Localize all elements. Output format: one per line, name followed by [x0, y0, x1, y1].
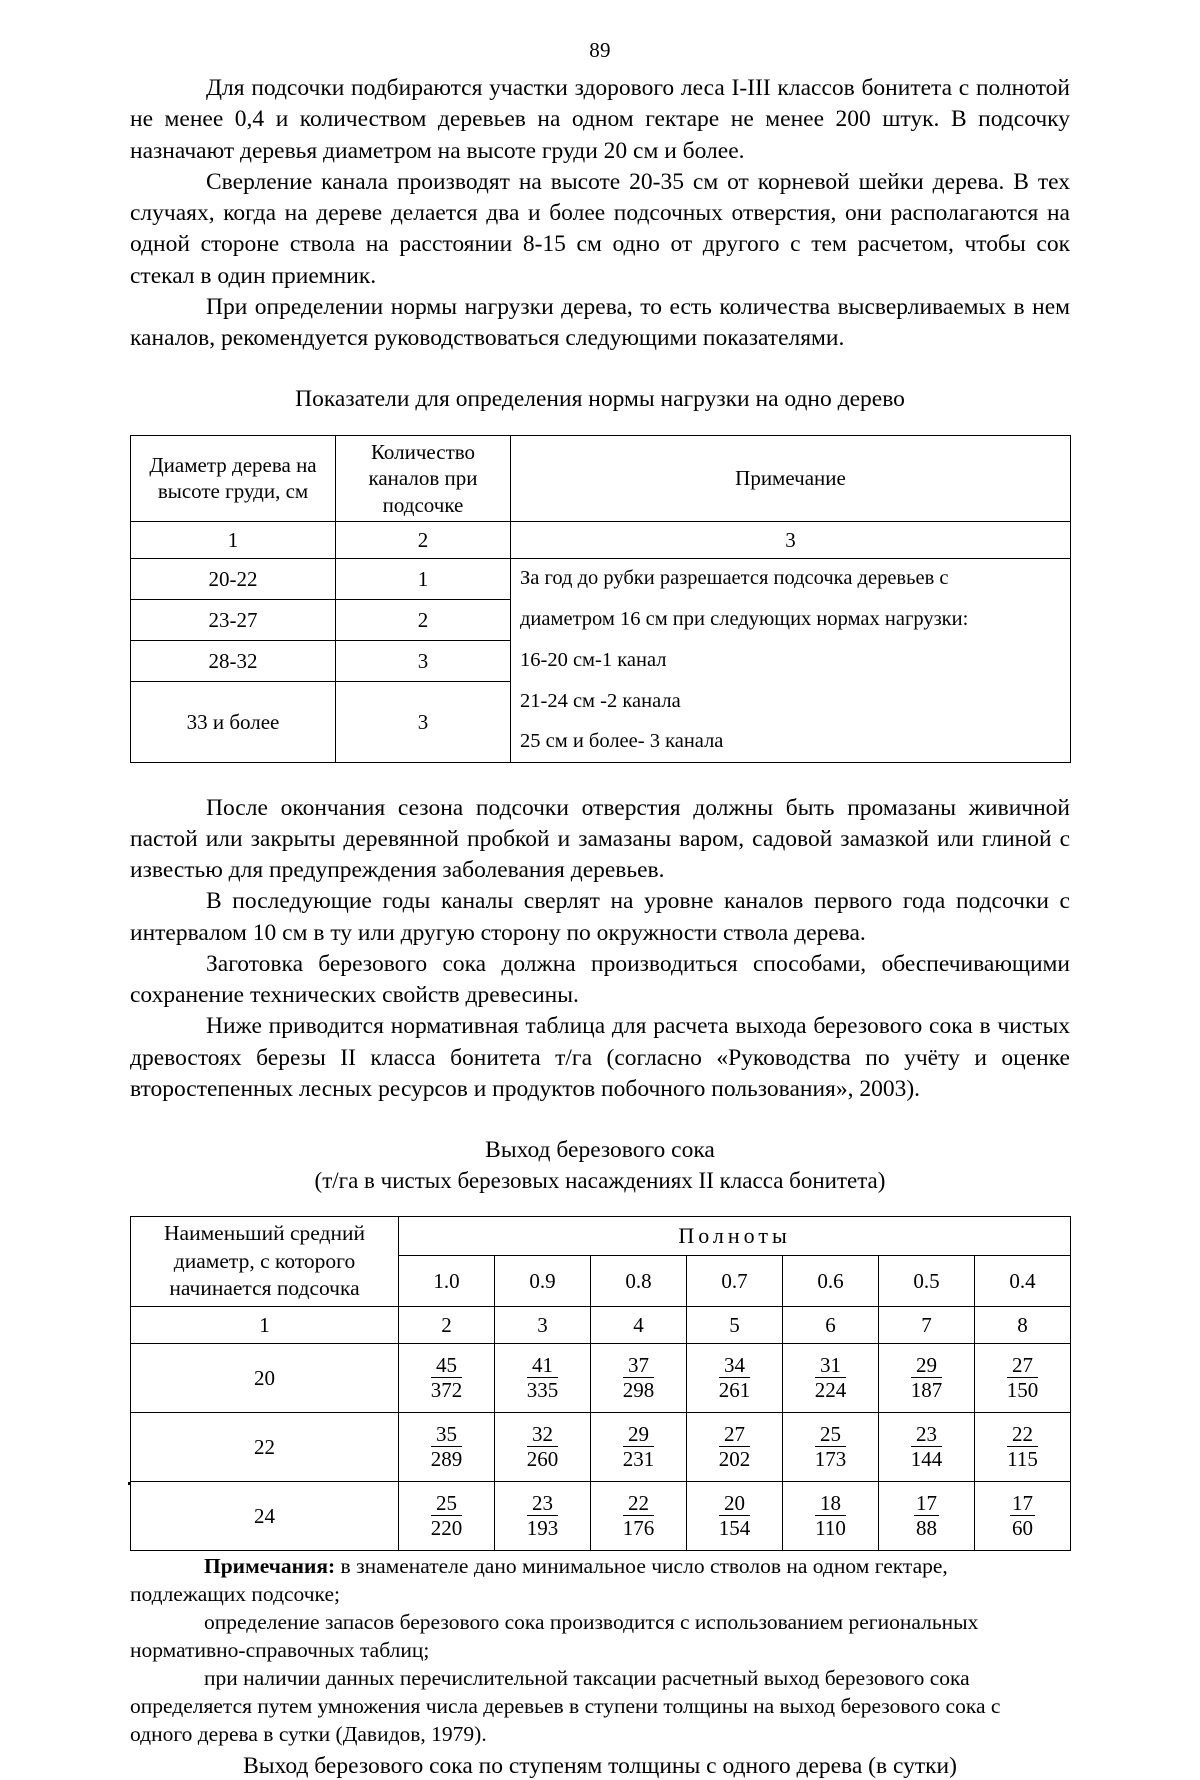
table-row — [131, 1413, 1071, 1482]
fraction — [719, 1492, 751, 1540]
table-row — [131, 682, 1071, 722]
cell-yield — [783, 1482, 879, 1551]
cell-yield — [687, 1344, 783, 1413]
header-note: Примечание — [511, 435, 1071, 521]
note-paragraph-3: при наличии данных перечислительной таксации расчетный выход березового сока — [204, 1666, 970, 1691]
table-notes — [130, 1553, 1070, 1749]
numerator: 23 — [527, 1492, 559, 1516]
denominator: 220 — [430, 1515, 463, 1540]
denominator: 154 — [718, 1515, 751, 1540]
denominator: 372 — [430, 1377, 463, 1402]
denominator: 144 — [910, 1446, 943, 1471]
numerator: 32 — [527, 1423, 559, 1447]
numerator: 29 — [911, 1354, 943, 1378]
fraction — [1007, 1354, 1039, 1402]
cell-yield — [975, 1482, 1071, 1551]
table-row — [131, 1344, 1071, 1413]
denominator: 187 — [910, 1377, 943, 1402]
note-paragraph-1b: подлежащих подсочке; — [130, 1582, 340, 1607]
numerator: 29 — [623, 1423, 655, 1447]
colnum-8: 8 — [975, 1307, 1071, 1344]
table-row — [131, 559, 1071, 600]
fraction — [719, 1423, 751, 1471]
fraction — [911, 1354, 943, 1402]
cell-yield — [399, 1413, 495, 1482]
spacer — [130, 1105, 1070, 1135]
paragraph-3: При определении нормы нагрузки дерева, то есть количества высверливаемых в нем каналов, рекомендуется руководствоваться следующими показателями. — [130, 293, 1070, 351]
fraction — [623, 1354, 655, 1402]
table-row — [131, 600, 1071, 641]
numerator: 25 — [431, 1492, 463, 1516]
cell-diameter: 22 — [131, 1413, 399, 1482]
cell-yield — [879, 1344, 975, 1413]
cell-yield — [495, 1482, 591, 1551]
numerator: 18 — [815, 1492, 846, 1516]
cell-yield — [399, 1482, 495, 1551]
cell-channels: 3 — [336, 641, 511, 682]
denominator: 110 — [815, 1515, 846, 1540]
fraction — [719, 1354, 751, 1402]
spacer — [130, 415, 1070, 435]
fraction — [815, 1423, 847, 1471]
fraction — [527, 1354, 559, 1402]
cell-yield — [591, 1413, 687, 1482]
paragraph-5: В последующие годы каналы сверлят на уровне каналов первого года подсочки с интервалом 10 см в ту или другую сторону по окружности ствола дерева. — [130, 888, 1070, 946]
numerator: 17 — [916, 1490, 937, 1515]
note-line-3: 16-20 см-1 канал — [511, 641, 1071, 682]
cell-yield — [783, 1344, 879, 1413]
fraction — [527, 1492, 559, 1540]
numerator: 34 — [719, 1354, 751, 1378]
table-group-header-row — [131, 1216, 1071, 1255]
denominator: 88 — [916, 1515, 937, 1540]
cell-channels: 2 — [336, 600, 511, 641]
table-load-norms — [130, 435, 1071, 763]
note-line-1: За год до рубки разрешается подсочка деревьев с — [511, 559, 1071, 600]
header-diameter: Диаметр дерева на высоте груди, см — [131, 435, 336, 521]
cell-yield — [687, 1413, 783, 1482]
table-colnum-row — [131, 1307, 1071, 1344]
numerator: 20 — [719, 1492, 751, 1516]
cell-channels: 1 — [336, 559, 511, 600]
cell-yield — [591, 1344, 687, 1413]
fraction — [431, 1354, 463, 1402]
cell-yield — [687, 1482, 783, 1551]
note-line-4: 21-24 см -2 канала — [511, 682, 1071, 722]
numerator: 22 — [623, 1492, 655, 1516]
numerator: 37 — [623, 1354, 655, 1378]
denominator: 173 — [814, 1446, 847, 1471]
colnum-6: 6 — [783, 1307, 879, 1344]
cell-yield — [495, 1344, 591, 1413]
note-line-2: диаметром 16 см при следующих нормах нагрузки: — [511, 600, 1071, 641]
header-density-0-8: 0.8 — [591, 1255, 687, 1307]
colnum-2: 2 — [336, 522, 511, 559]
numerator: 45 — [431, 1354, 463, 1378]
denominator: 60 — [1012, 1515, 1034, 1540]
cell-diameter: 24 — [131, 1482, 399, 1551]
header-density-1-0: 1.0 — [399, 1255, 495, 1307]
fraction — [623, 1492, 655, 1540]
notes-label: Примечания: — [204, 1554, 336, 1579]
header-min-diameter: Наименьший средний диаметр, с которого начинается подсочка — [131, 1216, 399, 1307]
denominator: 335 — [526, 1377, 559, 1402]
fraction — [815, 1492, 846, 1540]
numerator: 25 — [815, 1423, 847, 1447]
paragraph-2: Сверление канала производят на высоте 20-35 см от корневой шейки дерева. В тех случаях, когда на дереве делается два и более подсочных отверстия, они располагаются на одной стороне ствола на расстоянии 8-15 см одно от другого с тем расчетом, чтобы сок стекал в один приемник. — [130, 168, 1070, 289]
cell-diameter: 20 — [131, 1344, 399, 1413]
cell-yield — [975, 1413, 1071, 1482]
colnum-1: 1 — [131, 1307, 399, 1344]
fraction — [623, 1423, 655, 1471]
cell-diameter: 20-22 — [131, 559, 336, 600]
cell-yield — [591, 1482, 687, 1551]
paragraph-7: Ниже приводится нормативная таблица для расчета выхода березового сока в чистых древостоях березы II класса бонитета т/га (согласно «Руководства по учёту и оценке второстепенных лесных ресурсов и продуктов побочного пользования», 2003). — [130, 1013, 1070, 1102]
paragraph-4: После окончания сезона подсочки отверстия должны быть промазаны живичной пастой или закрыты деревянной пробкой и замазаны варом, садовой замазкой или глиной с известью для предупреждения заболевания деревьев. — [130, 794, 1070, 884]
denominator: 176 — [622, 1515, 655, 1540]
page-content — [130, 73, 1070, 1780]
denominator: 224 — [814, 1377, 847, 1402]
note-paragraph-1 — [130, 1553, 1070, 1581]
table2-subtitle: (т/га в чистых березовых насаждениях II класса бонитета) — [314, 1167, 886, 1193]
page-number: 89 — [589, 38, 611, 62]
table2-title: Выход березового сока — [485, 1137, 715, 1164]
numerator: 41 — [527, 1354, 559, 1378]
denominator: 261 — [718, 1377, 751, 1402]
note-paragraph-2: определение запасов березового сока производится с использованием региональных — [204, 1610, 979, 1635]
scan-artifact-dot — [128, 1482, 131, 1485]
note-text-1: в знаменателе дано минимальное число стволов на одном гектаре, — [340, 1554, 948, 1579]
numerator: 31 — [815, 1354, 847, 1378]
paragraph-6: Заготовка березового сока должна производиться способами, обеспечивающими сохранение технических свойств древесины. — [130, 950, 1070, 1009]
table-header-row — [131, 435, 1071, 521]
table-row — [131, 641, 1071, 682]
cell-diameter: 23-27 — [131, 600, 336, 641]
paragraph-1: Для подсочки подбираются участки здорового леса I-III классов бонитета с полнотой не менее 0,4 и количеством деревьев на одном гектаре не менее 200 штук. В подсочку назначают деревья диаметром на высоте груди 20 см и более. — [130, 75, 1070, 164]
spacer — [130, 354, 1070, 384]
colnum-5: 5 — [687, 1307, 783, 1344]
denominator: 193 — [526, 1515, 559, 1540]
table1-title: Показатели для определения нормы нагрузки на одно дерево — [295, 386, 905, 413]
spacer — [130, 1196, 1070, 1216]
header-density-0-9: 0.9 — [495, 1255, 591, 1307]
denominator: 260 — [526, 1446, 559, 1471]
note-paragraph-3b: определяется путем умножения числа деревьев в ступени толщины на выход березового сока с — [130, 1694, 1001, 1719]
fraction — [431, 1492, 463, 1540]
fraction — [1007, 1423, 1038, 1471]
header-channels: Количество каналов при подсочке — [336, 435, 511, 521]
note-paragraph-3c: одного дерева в сутки (Давидов, 1979). — [130, 1722, 487, 1747]
fraction — [527, 1423, 559, 1471]
denominator: 289 — [430, 1446, 463, 1471]
table-row — [131, 1482, 1071, 1551]
denominator: 150 — [1006, 1377, 1039, 1402]
colnum-2: 2 — [399, 1307, 495, 1344]
fraction — [911, 1423, 943, 1471]
colnum-7: 7 — [879, 1307, 975, 1344]
table-colnum-row — [131, 522, 1071, 559]
numerator: 27 — [1007, 1354, 1039, 1378]
header-density-0-6: 0.6 — [783, 1255, 879, 1307]
final-section-title: Выход березового сока по ступеням толщины с одного дерева (в сутки) — [243, 1752, 957, 1779]
denominator: 298 — [622, 1377, 655, 1402]
colnum-4: 4 — [591, 1307, 687, 1344]
header-density-group: Полноты — [399, 1216, 1071, 1255]
numerator: 17 — [1012, 1490, 1034, 1515]
spacer — [130, 763, 1070, 793]
header-density-0-7: 0.7 — [687, 1255, 783, 1307]
cell-yield — [399, 1344, 495, 1413]
fraction — [815, 1354, 847, 1402]
document-page — [0, 38, 1200, 1779]
note-paragraph-2b: нормативно-справочных таблиц; — [130, 1638, 430, 1663]
numerator: 23 — [911, 1423, 943, 1447]
numerator: 27 — [719, 1423, 751, 1447]
fraction — [914, 1492, 939, 1540]
cell-yield — [975, 1344, 1071, 1413]
denominator: 231 — [622, 1446, 655, 1471]
numerator: 35 — [431, 1423, 463, 1447]
cell-channels: 3 — [336, 682, 511, 763]
table-sap-yield — [130, 1216, 1071, 1552]
cell-yield — [879, 1482, 975, 1551]
fraction — [1010, 1492, 1035, 1540]
header-density-0-4: 0.4 — [975, 1255, 1071, 1307]
cell-diameter: 28-32 — [131, 641, 336, 682]
colnum-1: 1 — [131, 522, 336, 559]
colnum-3: 3 — [495, 1307, 591, 1344]
cell-yield — [783, 1413, 879, 1482]
denominator: 115 — [1007, 1446, 1038, 1471]
numerator: 22 — [1007, 1423, 1038, 1447]
colnum-3: 3 — [511, 522, 1071, 559]
cell-yield — [495, 1413, 591, 1482]
cell-yield — [879, 1413, 975, 1482]
header-density-0-5: 0.5 — [879, 1255, 975, 1307]
fraction — [431, 1423, 463, 1471]
cell-diameter: 33 и более — [131, 682, 336, 763]
note-line-5: 25 см и более- 3 канала — [511, 722, 1071, 763]
denominator: 202 — [718, 1446, 751, 1471]
